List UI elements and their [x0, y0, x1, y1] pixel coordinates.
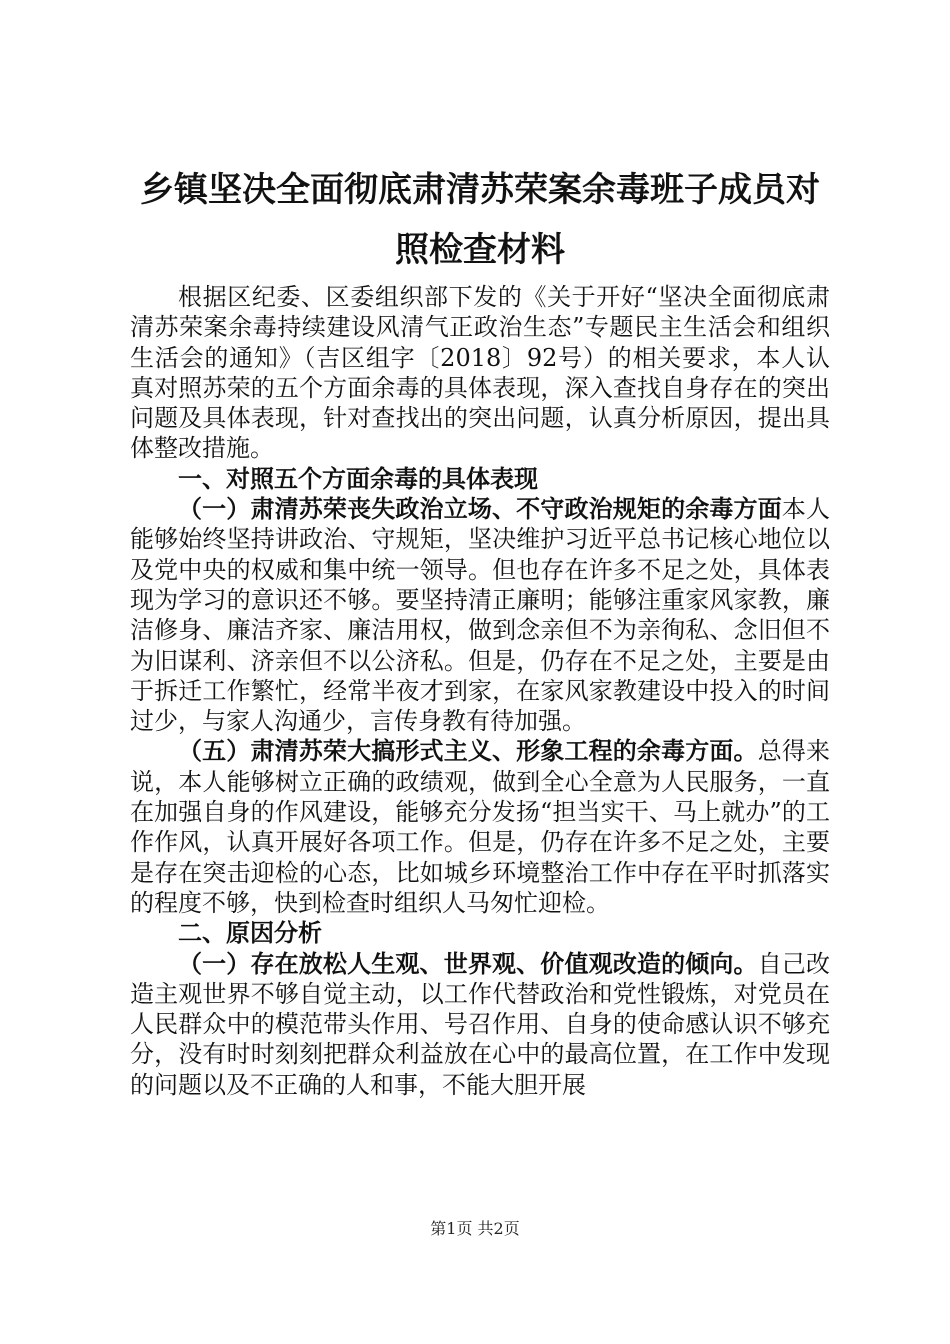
section-1-heading: 一、对照五个方面余毒的具体表现: [178, 464, 538, 493]
item-2-1-body: 自己改造主观世界不够自觉主动，以工作代替政治和党性锻炼，对党员在人民群众中的模范带头作用、号召作用、自身的使命感认识不够充分，没有时时刻刻把群众利益放在心中的最高位置，在工作中发现的问题以及不正确的人和事，不能大胆开展: [130, 949, 831, 1099]
page-footer: 第1页 共2页: [430, 1219, 520, 1238]
item-2-1-paragraph: [130, 949, 830, 1100]
item-5-body: 总得来说，本人能够树立正确的政绩观，做到全心全意为人民服务，一直在加强自身的作风建设，能够充分发扬“担当实干、马上就办”的工作作风，认真开展好各项工作。但是，仍存在许多不足之处，主要是存在突击迎检的心态，比如城乡环境整治工作中存在平时抓落实的程度不够，快到检查时组织人马匆忙迎检。: [130, 737, 831, 917]
document-page: [130, 160, 830, 1100]
item-1-body: 本人能够始终坚持讲政治、守规矩，坚决维护习近平总书记核心地位以及党中央的权威和集中统一领导。但也存在许多不足之处，具体表现为学习的意识还不够。要坚持清正廉明；能够注重家风家教，廉洁修身、廉洁齐家、廉洁用权，做到念亲但不为亲徇私、念旧但不为旧谋利、济亲但不以公济私。但是，仍存在不足之处，主要是由于拆迁工作繁忙，经常半夜才到家，在家风家教建设中投入的时间过少，与家人沟通少，言传身教有待加强。: [130, 495, 831, 736]
item-1-heading: （一）肃清苏荣丧失政治立场、不守政治规矩的余毒方面: [178, 495, 782, 524]
item-1-paragraph: [130, 494, 830, 736]
intro-paragraph: 根据区纪委、区委组织部下发的《关于开好“坚决全面彻底肃清苏荣案余毒持续建设风清气正政治生态”专题民主生活会和组织生活会的通知》（吉区组字〔2018〕92号）的相关要求，本人认真对照苏荣的五个方面余毒的具体表现，深入查找自身存在的突出问题及具体表现，针对查找出的突出问题，认真分析原因，提出具体整改措施。: [130, 283, 830, 463]
item-2-1-heading: （一）存在放松人生观、世界观、价值观改造的倾向。: [178, 949, 758, 978]
item-5-heading: （五）肃清苏荣大搞形式主义、形象工程的余毒方面。: [178, 737, 758, 766]
document-title: 乡镇坚决全面彻底肃清苏荣案余毒班子成员对照检查材料: [140, 170, 820, 270]
section-2-heading: 二、原因分析: [178, 919, 322, 948]
item-5-paragraph: [130, 736, 830, 918]
